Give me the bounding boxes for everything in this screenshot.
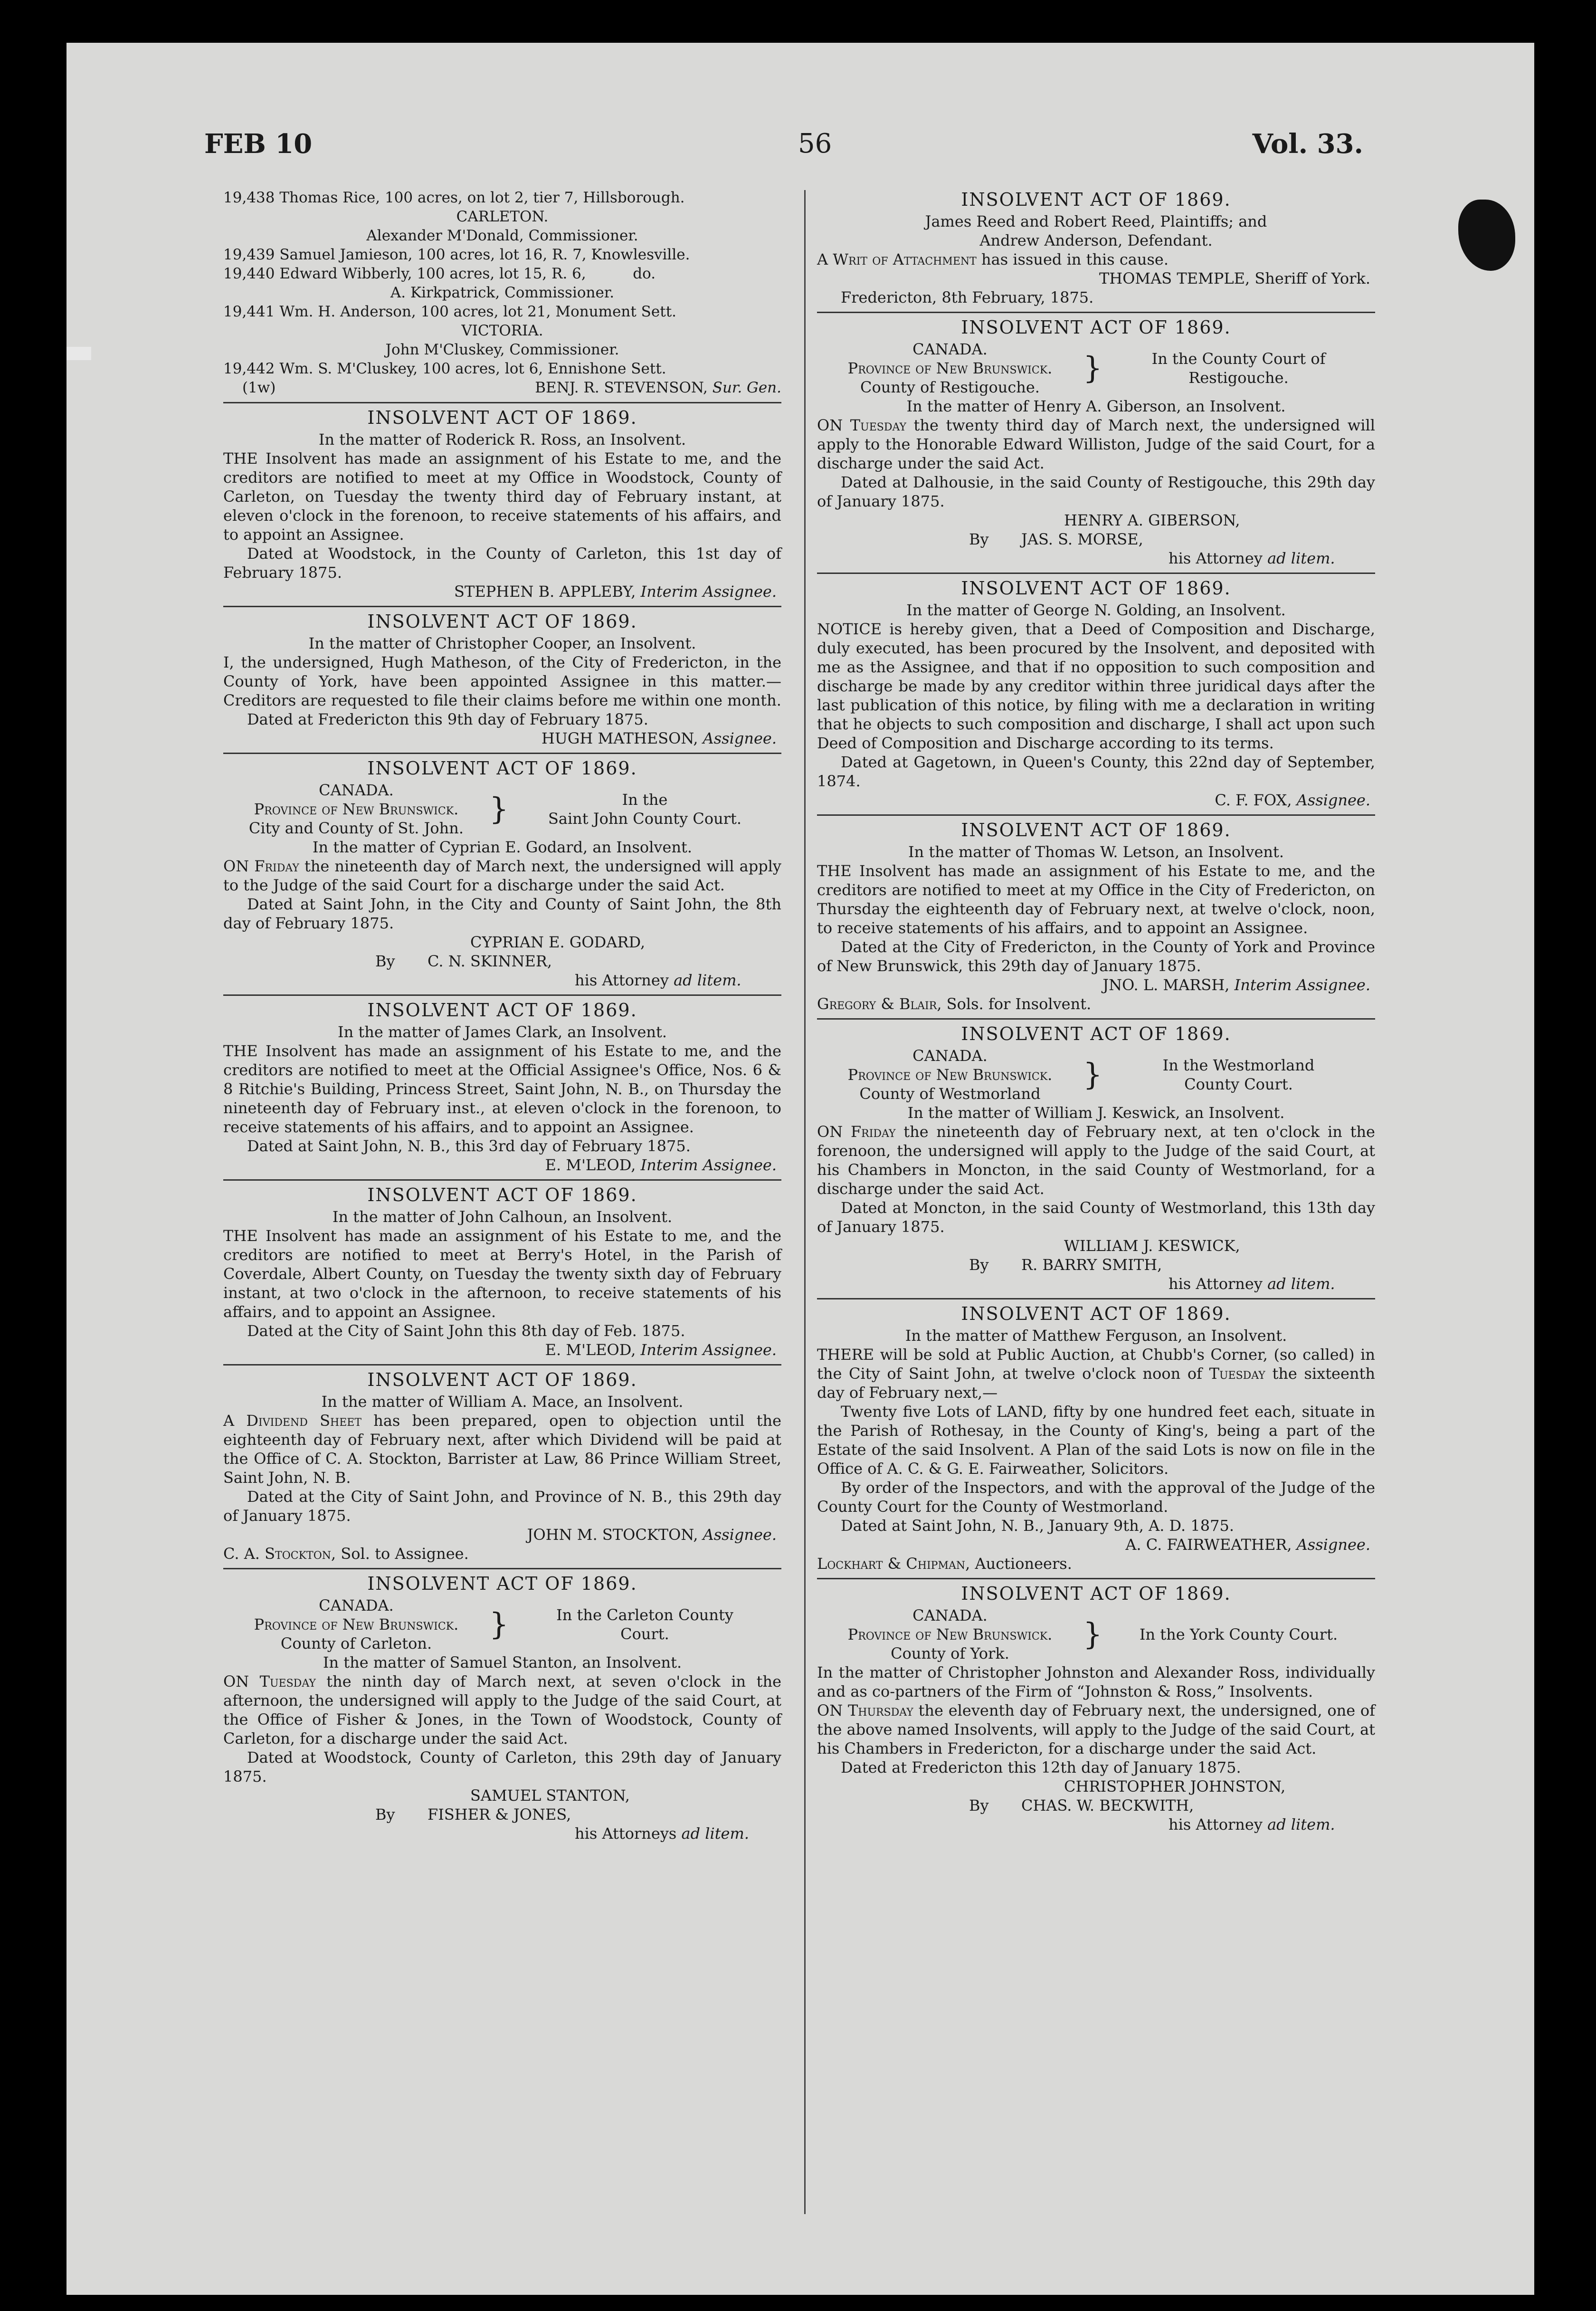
notice-title: INSOLVENT ACT OF 1869.	[367, 1369, 637, 1390]
canada-label: CANADA.	[912, 340, 988, 358]
commissioner: John M'Cluskey, Commissioner.	[385, 341, 619, 358]
notice-signer: CHRISTOPHER JOHNSTON,	[1064, 1777, 1286, 1795]
court-label: Court.	[620, 1625, 669, 1643]
attorney-role: his Attorney ad litem.	[1168, 1275, 1335, 1293]
canada-label: CANADA.	[912, 1606, 988, 1624]
court-label: In the	[622, 791, 668, 809]
notice-body: ON Tuesday the ninth day of March next, at seven o'clock in the afternoon, the undersigned will apply to the Judge of the said Court, at the Office of Fisher & Jones, in the Town of Woodstock, County of Carleton, for a discharge under the said Act.	[223, 1672, 782, 1748]
court-label: In the York County Court.	[1139, 1625, 1338, 1643]
court-heading	[223, 1596, 781, 1653]
notice-signer: JNO. L. MARSH, Interim Assignee.	[1102, 976, 1370, 994]
notice-matter: In the matter of Thomas W. Letson, an Insolvent.	[908, 843, 1284, 861]
notice-mace	[223, 1366, 781, 1569]
court-label: In the Carleton County	[556, 1606, 733, 1624]
court-label: County Court.	[1184, 1075, 1293, 1093]
grant-line: 19,440 Edward Wibberly, 100 acres, lot 15, R. 6, do.	[223, 265, 656, 282]
notice-matter: In the matter of George N. Golding, an Insolvent.	[906, 601, 1286, 619]
notice-title: INSOLVENT ACT OF 1869.	[961, 820, 1231, 840]
notice-body: NOTICE is hereby given, that a Deed of Composition and Discharge, duly executed, has been procured by the Insolvent, and deposited with me as the Assignee, and that if no opposition to such composition and discharge be made by any creditor within three juridical days after the last publication of this notice, by filing with me a declaration in writing that he objects to such composition and discharge, I shall act upon such Deed of Composition and Discharge according to its terms.	[817, 620, 1375, 752]
notice-ross	[223, 403, 781, 607]
court-label: Restigouche.	[1188, 369, 1289, 387]
notice-dated: Dated at Saint John, in the City and County of Saint John, the 8th day of February 1875.	[223, 895, 781, 932]
attorney-role: his Attorney ad litem.	[1168, 549, 1335, 567]
column-divider	[804, 190, 806, 2214]
notice-dated: Dated at Saint John, N. B., this 3rd day of February 1875.	[247, 1137, 691, 1155]
county-label: County of Carleton.	[280, 1634, 432, 1652]
notice-signer: E. M'LEOD, Interim Assignee.	[545, 1156, 777, 1174]
notice-calhoun	[223, 1181, 781, 1366]
notice-dated: Dated at Fredericton this 9th day of February 1875.	[247, 710, 648, 728]
notice-title: INSOLVENT ACT OF 1869.	[961, 1583, 1231, 1604]
notice-letson	[817, 816, 1375, 1020]
attorney-role: his Attorneys ad litem.	[575, 1824, 749, 1843]
notice-matter: In the matter of John Calhoun, an Insolvent.	[332, 1208, 673, 1226]
brace: }	[489, 1607, 509, 1642]
land-grants-notice	[223, 185, 781, 403]
notice-signer: E. M'LEOD, Interim Assignee.	[545, 1341, 777, 1359]
province-label: Province of New Brunswick.	[254, 800, 459, 818]
notice-dated: Dated at Dalhousie, in the said County of Restigouche, this 29th day of January 1875.	[817, 473, 1375, 510]
notice-body: ON Thursday the eleventh day of February next, the undersigned, one of the above named Insolvents, will apply to the Judge of the said Court, at his Chambers in Fredericton, for a discharge under the said Act.	[817, 1701, 1376, 1757]
notice-attorney: By FISHER & JONES,	[375, 1805, 571, 1824]
notice-dated: Dated at Gagetown, in Queen's County, this 22nd day of September, 1874.	[817, 753, 1375, 790]
notice-title: INSOLVENT ACT OF 1869.	[961, 1303, 1231, 1324]
county-label: County of York.	[891, 1644, 1009, 1662]
left-column	[223, 185, 781, 1848]
notice-title: INSOLVENT ACT OF 1869.	[961, 317, 1231, 338]
notice-reed	[817, 185, 1375, 313]
page-header	[204, 128, 1363, 166]
county-label: County of Restigouche.	[860, 378, 1040, 396]
court-heading	[817, 1046, 1375, 1103]
notice-cooper	[223, 607, 781, 754]
notice-signer: SAMUEL STANTON,	[470, 1786, 630, 1805]
notice-dated: Dated at Saint John, N. B., January 9th, A. D. 1875.	[841, 1517, 1234, 1535]
notice-body: THE Insolvent has made an assignment of his Estate to me, and the creditors are notified to meet at the Official Assignee's Office, Nos. 6 & 8 Ritchie's Building, Princess Street, Saint John, N. B., on Thursday the nineteenth day of February inst., at eleven o'clock in the forenoon, to receive statements of his affairs, and to appoint an Assignee.	[223, 1042, 781, 1136]
signer: BENJ. R. STEVENSON, Sur. Gen.	[535, 379, 781, 396]
notice-matter: In the matter of William A. Mace, an Insolvent.	[321, 1393, 684, 1411]
notice-dated: Dated at the City of Saint John this 8th day of Feb. 1875.	[247, 1322, 685, 1340]
notice-body: THE Insolvent has made an assignment of his Estate to me, and the creditors are notified to meet at Berry's Hotel, in the Parish of Coverdale, Albert County, on Tuesday the twenty sixth day of February instant, at two o'clock in the afternoon, to receive statements of his affairs, and to appoint an Assignee.	[223, 1227, 781, 1321]
commissioner: Alexander M'Donald, Commissioner.	[366, 227, 638, 244]
page-tab-marker	[66, 347, 91, 360]
notice-giberson	[817, 313, 1375, 574]
court-heading	[817, 1606, 1375, 1663]
notice-dated: Fredericton, 8th February, 1875.	[841, 288, 1094, 306]
court-heading	[223, 781, 781, 838]
notice-body: A Dividend Sheet has been prepared, open to objection until the eighteenth day of February next, after which Dividend will be paid at the Office of C. A. Stockton, Barrister at Law, 86 Prince William Street, Saint John, N. B.	[223, 1412, 781, 1487]
notice-title: INSOLVENT ACT OF 1869.	[367, 1184, 637, 1205]
commissioner: A. Kirkpatrick, Commissioner.	[390, 284, 615, 301]
right-column	[817, 185, 1375, 1839]
notice-dated: Dated at the City of Saint John, and Province of N. B., this 29th day of January 1875.	[223, 1488, 781, 1525]
notice-signer: STEPHEN B. APPLEBY, Interim Assignee.	[454, 583, 777, 601]
county-label: County of Westmorland	[859, 1085, 1041, 1103]
grant-line: 19,442 Wm. S. M'Cluskey, 100 acres, lot 6, Ennishone Sett.	[223, 360, 666, 377]
court-label: Saint John County Court.	[548, 810, 742, 828]
notice-matter: In the matter of Matthew Ferguson, an Insolvent.	[905, 1327, 1287, 1345]
notice-matter: In the matter of James Clark, an Insolvent.	[337, 1023, 667, 1041]
grant-line: 19,441 Wm. H. Anderson, 100 acres, lot 21, Monument Sett.	[223, 303, 677, 320]
attorney-role: his Attorney ad litem.	[1168, 1815, 1335, 1834]
notice-dated: Dated at Woodstock, County of Carleton, this 29th day of January 1875.	[223, 1748, 781, 1786]
notice-signer: C. F. FOX, Assignee.	[1215, 791, 1370, 809]
grant-line: 19,439 Samuel Jamieson, 100 acres, lot 16, R. 7, Knowlesville.	[223, 246, 690, 263]
notice-body: THE Insolvent has made an assignment of his Estate to me, and the creditors are notified to meet at my Office in Woodstock, County of Carleton, on Tuesday the twenty third day of February instant, at eleven o'clock in the forenoon, to receive statements of his affairs, and to appoint an Assignee.	[223, 449, 781, 544]
attorney-role: his Attorney ad litem.	[575, 971, 741, 989]
notice-title: INSOLVENT ACT OF 1869.	[367, 407, 637, 428]
canada-label: CANADA.	[319, 781, 394, 799]
court-label: In the Westmorland	[1162, 1056, 1315, 1074]
notice-body: THE Insolvent has made an assignment of his Estate to me, and the creditors are notified to meet at my Office in the City of Fredericton, on Thursday the eighteenth day of February next, at twelve o'clock, noon, to receive statements of his affairs, and to appoint an Assignee.	[817, 862, 1375, 937]
notice-dated: Dated at the City of Fredericton, in the County of York and Province of New Brunswick, this 29th day of January 1875.	[817, 938, 1375, 975]
notice-body-lots: Twenty five Lots of LAND, fifty by one hundred feet each, situate in the Parish of Rothesay, in the County of King's, being a part of the Estate of the said Insolvent. A Plan of the said Lots is now on file in the Office of A. C. & G. E. Fairweather, Solicitors.	[817, 1403, 1375, 1478]
notice-body: ON Tuesday the twenty third day of March next, the undersigned will apply to the Honorable Edward Williston, Judge of the said Court, for a discharge under the said Act.	[817, 416, 1375, 472]
notice-title: INSOLVENT ACT OF 1869.	[367, 611, 637, 632]
court-label: In the County Court of	[1151, 350, 1326, 368]
notice-parties: James Reed and Robert Reed, Plaintiffs; and	[925, 212, 1267, 230]
notice-signer: HUGH MATHESON, Assignee.	[541, 729, 777, 747]
notice-godard	[223, 754, 781, 996]
brace: }	[1083, 1057, 1102, 1092]
brace: }	[489, 792, 509, 827]
solicitor-line: C. A. Stockton, Sol. to Assignee.	[223, 1545, 469, 1563]
court-heading	[817, 340, 1375, 397]
county-heading: CARLETON.	[456, 208, 549, 225]
header-page-number: 56	[798, 128, 832, 159]
notice-title: INSOLVENT ACT OF 1869.	[961, 578, 1231, 599]
notice-matter: In the matter of William J. Keswick, an Insolvent.	[907, 1104, 1285, 1122]
notice-attorney: By C. N. SKINNER,	[375, 952, 552, 970]
notice-clark	[223, 996, 781, 1181]
notice-matter: In the matter of Cyprian E. Godard, an Insolvent.	[312, 838, 693, 856]
notice-title: INSOLVENT ACT OF 1869.	[367, 758, 637, 779]
notice-keswick	[817, 1020, 1375, 1299]
notice-signer: CYPRIAN E. GODARD,	[470, 933, 646, 951]
grant-line: 19,438 Thomas Rice, 100 acres, on lot 2, tier 7, Hillsborough.	[223, 189, 685, 206]
notice-title: INSOLVENT ACT OF 1869.	[367, 1573, 637, 1594]
notice-title: INSOLVENT ACT OF 1869.	[367, 1000, 637, 1021]
notice-attorney: By R. BARRY SMITH,	[969, 1256, 1162, 1274]
notice-matter: In the matter of Roderick R. Ross, an Insolvent.	[318, 430, 686, 449]
brace: }	[1083, 1617, 1102, 1652]
notice-stanton	[223, 1569, 781, 1848]
province-label: Province of New Brunswick.	[847, 1625, 1053, 1643]
notice-title: INSOLVENT ACT OF 1869.	[961, 1023, 1231, 1044]
notice-dated: Dated at Woodstock, in the County of Carleton, this 1st day of February 1875.	[223, 544, 781, 582]
notice-johnston	[817, 1579, 1375, 1839]
province-label: Province of New Brunswick.	[847, 1066, 1053, 1084]
notice-dated: Dated at Fredericton this 12th day of January 1875.	[841, 1758, 1241, 1776]
ink-blot	[1458, 200, 1515, 271]
canada-label: CANADA.	[912, 1047, 988, 1065]
brace: }	[1083, 351, 1102, 386]
county-heading: VICTORIA.	[461, 322, 543, 339]
province-label: Province of New Brunswick.	[847, 359, 1053, 377]
auctioneer-line: Lockhart & Chipman, Auctioneers.	[817, 1555, 1072, 1573]
notice-body: ON Friday the nineteenth day of March next, the undersigned will apply to the Judge of the said Court for a discharge under the said Act.	[223, 857, 781, 894]
notice-golding	[817, 574, 1375, 816]
notice-signer: JOHN M. STOCKTON, Assignee.	[527, 1526, 777, 1544]
notice-body-order: By order of the Inspectors, and with the approval of the Judge of the County Court for the County of Westmorland.	[817, 1479, 1375, 1516]
province-label: Province of New Brunswick.	[254, 1615, 459, 1633]
notice-body: THERE will be sold at Public Auction, at Chubb's Corner, (so called) in the City of Saint John, at twelve o'clock noon of Tuesday the sixteenth day of February next,—	[817, 1346, 1375, 1402]
notice-body: I, the undersigned, Hugh Matheson, of the City of Fredericton, in the County of York, have been appointed Assignee in this matter.—Creditors are requested to file their claims before me within one month.	[223, 653, 781, 709]
notice-signer: THOMAS TEMPLE, Sheriff of York.	[1099, 269, 1370, 287]
insertion-code: (1w)	[242, 379, 276, 396]
notice-signer: A. C. FAIRWEATHER, Assignee.	[1125, 1536, 1370, 1554]
notice-matter: In the matter of Christopher Cooper, an Insolvent.	[308, 634, 696, 652]
notice-attorney: By CHAS. W. BECKWITH,	[969, 1796, 1194, 1814]
notice-signer: HENRY A. GIBERSON,	[1064, 511, 1240, 529]
county-label: City and County of St. John.	[248, 819, 464, 837]
notice-ferguson	[817, 1299, 1375, 1579]
grant-signature-line	[223, 378, 781, 397]
notice-dated: Dated at Moncton, in the said County of Westmorland, this 13th day of January 1875.	[817, 1199, 1375, 1236]
notice-matter: In the matter of Samuel Stanton, an Insolvent.	[323, 1653, 682, 1671]
header-date: FEB 10	[204, 128, 313, 160]
notice-parties: Andrew Anderson, Defendant.	[979, 231, 1213, 249]
notice-body: A Writ of Attachment has issued in this cause.	[817, 250, 1169, 268]
header-volume: Vol. 33.	[1252, 128, 1363, 160]
notice-attorney: By JAS. S. MORSE,	[969, 530, 1143, 548]
notice-title: INSOLVENT ACT OF 1869.	[961, 189, 1231, 210]
notice-body: ON Friday the nineteenth day of February next, at ten o'clock in the forenoon, the undersigned will apply to the Judge of the said Court, at his Chambers in Moncton, in the said County of Westmorland, for a discharge under the said Act.	[817, 1123, 1375, 1198]
notice-matter: In the matter of Christopher Johnston and Alexander Ross, individually and as co-partners of the Firm of “Johnston & Ross,” Insolvents.	[817, 1663, 1375, 1700]
solicitor-line: Gregory & Blair, Sols. for Insolvent.	[817, 995, 1092, 1013]
notice-signer: WILLIAM J. KESWICK,	[1064, 1237, 1240, 1255]
notice-matter: In the matter of Henry A. Giberson, an Insolvent.	[906, 397, 1286, 415]
canada-label: CANADA.	[319, 1596, 394, 1614]
